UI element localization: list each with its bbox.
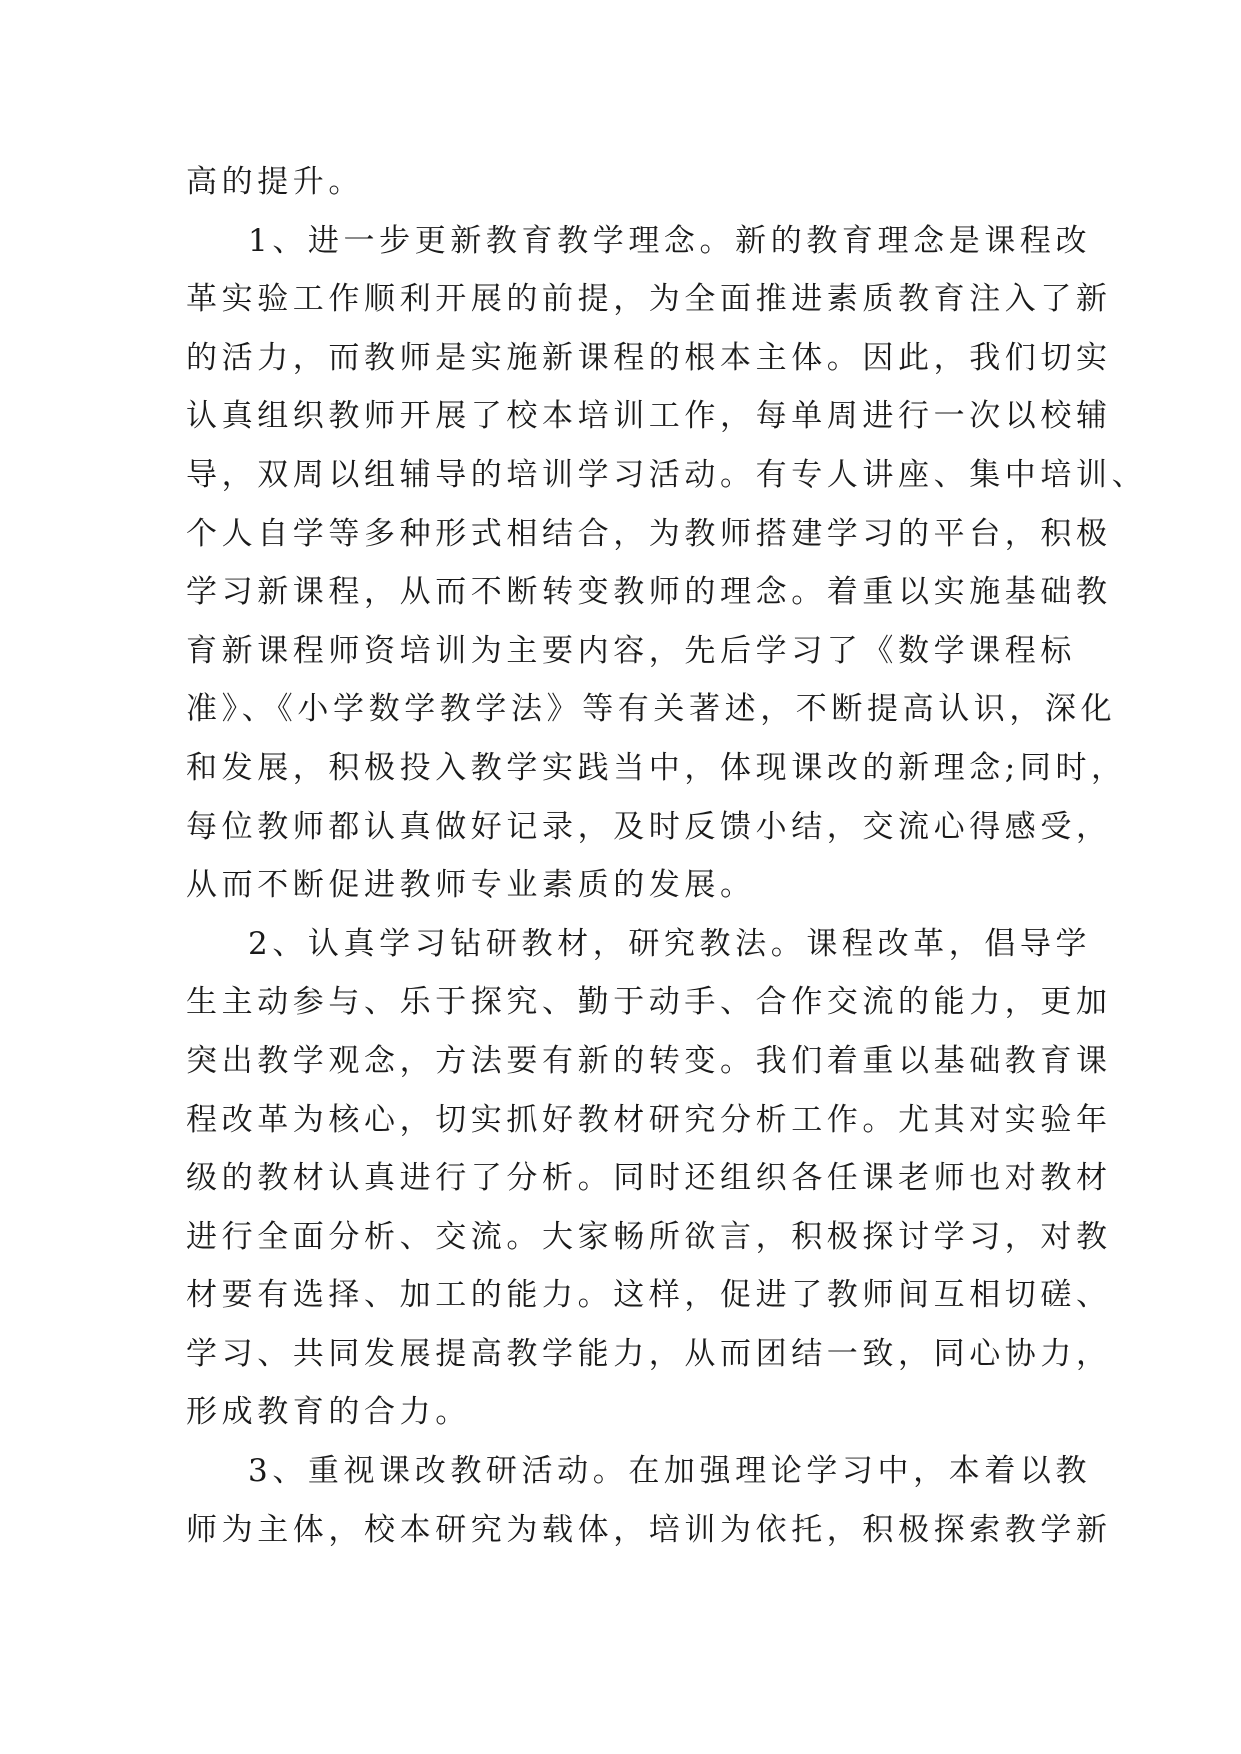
text-line: 从而不断促进教师专业素质的发展。 (186, 867, 756, 904)
text-line: 级的教材认真进行了分析。同时还组织各任课老师也对教材 (186, 1160, 1112, 1197)
text-line: 程改革为核心，切实抓好教材研究分析工作。尤其对实验年 (186, 1101, 1112, 1138)
text-line: 形成教育的合力。 (186, 1394, 471, 1431)
text-line: 导，双周以组辅导的培训学习活动。有专人讲座、集中培训、 (186, 456, 1148, 493)
text-line: 育新课程师资培训为主要内容，先后学习了《数学课程标 (186, 632, 1076, 669)
text-line: 2、认真学习钻研教材，研究教法。课程改革，倡导学 (248, 925, 1092, 962)
paragraph-update-teaching-philosophy (186, 212, 1148, 915)
text-line: 每位教师都认真做好记录，及时反馈小结，交流心得感受， (186, 808, 1112, 845)
text-line: 的活力，而教师是实施新课程的根本主体。因此，我们切实 (186, 339, 1112, 376)
text-line: 个人自学等多种形式相结合，为教师搭建学习的平台，积极 (186, 515, 1112, 552)
text-line: 和发展，积极投入教学实践当中，体现课改的新理念;同时， (186, 749, 1127, 786)
text-line: 革实验工作顺利开展的前提，为全面推进素质教育注入了新 (186, 281, 1112, 318)
text-line: 突出教学观念，方法要有新的转变。我们着重以基础教育课 (186, 1042, 1112, 1079)
text-line: 生主动参与、乐于探究、勤于动手、合作交流的能力，更加 (186, 984, 1112, 1021)
text-line: 认真组织教师开展了校本培训工作，每单周进行一次以校辅 (186, 398, 1112, 435)
text-line: 准》、《小学数学教学法》等有关著述，不断提高认识，深化 (186, 691, 1117, 728)
text-line: 师为主体，校本研究为载体，培训为依托，积极探索教学新 (186, 1511, 1112, 1548)
text-line: 材要有选择、加工的能力。这样，促进了教师间互相切磋、 (186, 1277, 1112, 1314)
text-line: 3、重视课改教研活动。在加强理论学习中，本着以教 (248, 1453, 1092, 1490)
text-line: 1、进一步更新教育教学理念。新的教育理念是课程改 (248, 222, 1092, 259)
paragraph-study-textbooks (186, 915, 1112, 1442)
paragraph-teaching-research (186, 1442, 1112, 1559)
text-line: 高的提升。 (186, 164, 364, 200)
text-line: 进行全面分析、交流。大家畅所欲言，积极探讨学习，对教 (186, 1218, 1112, 1255)
text-line: 学习新课程，从而不断转变教师的理念。着重以实施基础教 (186, 574, 1112, 611)
text-line: 学习、共同发展提高教学能力，从而团结一致，同心协力， (186, 1335, 1112, 1372)
document-body (186, 153, 1148, 1559)
paragraph-continuation (186, 153, 1046, 212)
